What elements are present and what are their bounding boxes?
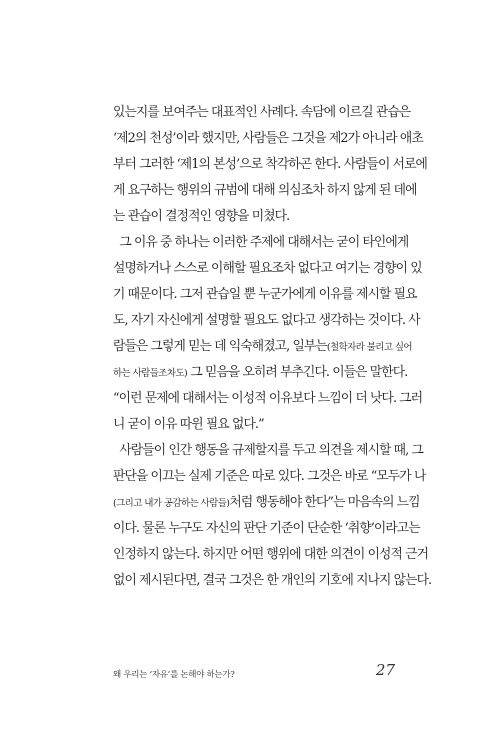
parenthetical-small-text: 하는 사람들조차도): [113, 368, 188, 379]
parenthetical-small-text: (그리고 내가 공감하는 사람들): [113, 498, 230, 509]
line-text: 게 요구하는 행위의 규범에 대해 의심조차 하지 않게 된 데에: [113, 183, 417, 198]
line-text: 인정하지 않는다. 하지만 어떤 행위에 대한 의견이 이성적 근거: [113, 547, 429, 562]
text-line: [113, 464, 426, 490]
line-text: 부터 그러한 ‘제1의 본성’으로 착각하곤 한다. 사람들이 서로에: [113, 157, 428, 172]
text-line: [113, 568, 432, 594]
line-text: 그 믿음을 오히려 부추긴다. 이들은 말한다.: [187, 365, 408, 380]
line-text: 있는지를 보여주는 대표적인 사례다. 속담에 이르길 관습은: [113, 105, 411, 120]
text-line: [113, 204, 395, 230]
line-text: 이다. 물론 누구도 자신의 판단 기준이 단순한 ‘취향’이라고는: [113, 521, 420, 536]
text-line: [113, 100, 411, 126]
line-text: 람들은 그렇게 믿는 데 익숙해졌고, 일부는: [113, 339, 327, 354]
line-text: 사람들이 인간 행동을 규제할지를 두고 의견을 제시할 때, 그: [113, 443, 423, 458]
parenthetical-small-text: (철학자라 불리고 싶어: [326, 342, 412, 353]
body-text: [113, 100, 432, 594]
line-text: 니 굳이 이유 따윈 필요 없다.”: [113, 417, 264, 432]
line-text: “이런 문제에 대해서는 이성적 이유보다 느낌이 더 낫다. 그러: [113, 391, 423, 406]
text-line: [113, 516, 420, 542]
line-text: 없이 제시된다면, 결국 그것은 한 개인의 기호에 지나지 않는다.: [113, 573, 432, 588]
text-line: [113, 178, 417, 204]
line-text: ‘제2의 천성’이라 했지만, 사람들은 그것을 제2가 아니라 애초: [113, 131, 423, 146]
text-line: [113, 360, 408, 386]
line-text: 도, 자기 자신에게 설명할 필요도 없다고 생각하는 것이다. 사: [113, 313, 420, 328]
text-line: [113, 126, 423, 152]
text-line: [113, 490, 420, 516]
text-line: [113, 386, 423, 412]
text-line: [113, 308, 420, 334]
text-line: [113, 542, 429, 568]
text-line: [113, 412, 395, 438]
line-text: 기 때문이다. 그저 관습일 뿐 누군가에게 이유를 제시할 필요: [113, 287, 417, 302]
line-text: 는 관습이 결정적인 영향을 미쳤다.: [113, 209, 290, 224]
text-line: [113, 230, 409, 256]
text-line: [113, 438, 423, 464]
line-text: 판단을 이끄는 실제 기준은 따로 있다. 그것은 바로 “모두가 나: [113, 469, 426, 484]
text-line: [113, 334, 412, 360]
running-footer-title: 왜 우리는 ‘자유’를 논해야 하는가?: [113, 670, 235, 680]
text-line: [113, 256, 422, 282]
text-line: [113, 152, 428, 178]
page-number: 27: [375, 661, 395, 679]
line-text: 처럼 행동해야 한다”는 마음속의 느낌: [229, 495, 420, 510]
text-line: [113, 282, 417, 308]
line-text: 설명하거나 스스로 이해할 필요조차 없다고 여기는 경향이 있: [113, 261, 422, 276]
line-text: 그 이유 중 하나는 이러한 주제에 대해서는 굳이 타인에게: [113, 235, 409, 250]
